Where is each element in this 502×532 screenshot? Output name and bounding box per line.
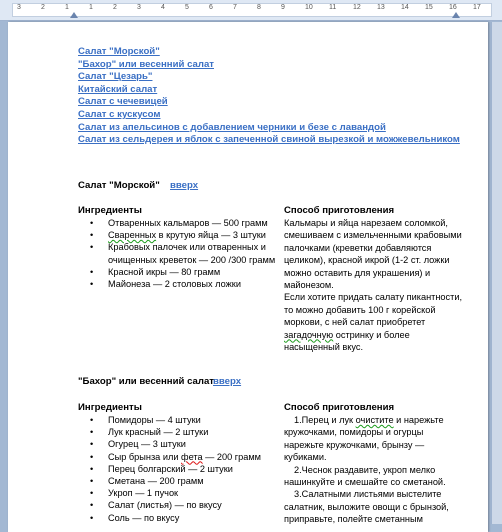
section-title-bahor: "Бахор" или весенний салат — [78, 376, 214, 387]
ruler-number: 8 — [257, 4, 261, 11]
ingredient-item — [82, 499, 282, 511]
ingredient-text: Сыр брынза или — [108, 451, 182, 462]
toc-link[interactable]: Салат "Цезарь" — [78, 71, 153, 83]
method-text-part: и нарежьте кружочками, помидоры и огурцы нарежьте кружочками, брынзу — кубиками. — [284, 415, 444, 463]
ruler-number: 17 — [473, 4, 481, 11]
ingredient-text: Лук красный — 2 штуки — [108, 427, 209, 438]
toc-link[interactable]: Салат из сельдерея и яблок с запеченной свиной вырезкой и можжевельником — [78, 134, 460, 146]
up-link[interactable]: вверх — [213, 376, 242, 387]
ruler-number: 3 — [137, 4, 141, 11]
ingredient-item — [82, 241, 282, 265]
method-steps — [284, 414, 464, 526]
toc-link[interactable]: Салат с кускусом — [78, 108, 161, 120]
ingredient-text: — 200 грамм — [202, 451, 261, 462]
ingredient-text: Огурец — 3 штуки — [108, 439, 186, 450]
toc-link[interactable]: "Бахор" или весенний салат — [78, 58, 214, 70]
ingredient-text: Соль — по вкусу — [108, 512, 180, 523]
method-step: 2.Чеснок раздавите, укроп мелко нашинкуйте и смешайте со сметаной. — [284, 464, 446, 488]
ruler-number: 9 — [281, 4, 285, 11]
ruler-number: 10 — [305, 4, 313, 11]
ingredient-item — [82, 475, 282, 487]
ruler-number: 6 — [209, 4, 213, 11]
ruler-corner — [0, 0, 12, 20]
method-paragraph: Кальмары и яйца нарезаем соломкой, смешиваем с измельченными крабовыми палочками (креветки добавляются целиком), красной икрой (1-2 ст. ложки можно оставить для украшения) и майонезом. — [284, 218, 462, 291]
ingredient-text: в крутую яйца — 3 штуки — [156, 230, 266, 241]
right-indent-marker[interactable] — [452, 12, 460, 18]
ingredient-item — [82, 487, 282, 499]
ingredient-item — [82, 229, 282, 241]
ruler-number: 1 — [65, 4, 69, 11]
ingredient-text: Майонеза — 2 столовых ложки — [108, 279, 241, 290]
vertical-scrollbar[interactable] — [491, 22, 502, 524]
toc-link[interactable]: Китайский салат — [78, 83, 158, 95]
ingredient-item — [82, 463, 282, 475]
ruler-number: 4 — [161, 4, 165, 11]
ingredient-text: Салат (листья) — по вкусу — [108, 500, 222, 511]
ingredient-item — [82, 426, 282, 438]
ruler-scale — [12, 3, 492, 17]
section-title-morskoy: Салат "Морской" — [78, 180, 160, 191]
ingredient-item — [82, 217, 282, 229]
ingredient-item — [82, 414, 282, 426]
method-text-part: 1.Перец и лук — [294, 415, 356, 425]
ingredient-text: Крабовых палочек или отваренных и очищенных креветок — 200 /300 грамм — [108, 242, 276, 265]
method-paragraph — [284, 291, 464, 353]
grammar-flagged-word[interactable]: загадочную — [284, 329, 334, 340]
ruler-number: 13 — [377, 4, 385, 11]
ruler-number: 14 — [401, 4, 409, 11]
ruler-number: 15 — [425, 4, 433, 11]
ingredient-text: Перец болгарский — 2 штуки — [108, 463, 233, 474]
ingredient-item — [82, 451, 282, 463]
method-text — [284, 217, 464, 353]
horizontal-ruler[interactable] — [0, 0, 502, 21]
ingredient-item — [82, 278, 282, 290]
ruler-number: 16 — [449, 4, 457, 11]
ruler-number: 3 — [17, 4, 21, 11]
method-step — [284, 414, 464, 464]
ingredient-text: Помидоры — 4 штуки — [108, 415, 201, 425]
ruler-number: 2 — [113, 4, 117, 11]
ruler-number: 1 — [89, 4, 93, 11]
flagged-word[interactable]: Сваренных — [108, 230, 157, 241]
ruler-number: 12 — [353, 4, 361, 11]
ingredient-text: Красной икры — 80 грамм — [108, 266, 221, 277]
ingredient-text: Отваренных кальмаров — 500 грамм — [108, 218, 268, 228]
method-text-part: Если хотите придать салату пикантности, то можно добавить 100 г корейской моркови, с ней салат приобретет — [284, 292, 463, 328]
ingredients-heading: Ингредиенты — [78, 205, 142, 216]
ruler-number: 2 — [41, 4, 45, 11]
ingredients-list — [82, 217, 282, 290]
toc-link[interactable]: Салат из апельсинов с добавлением черники и безе с лавандой — [78, 121, 386, 133]
table-of-contents — [78, 46, 460, 147]
ruler-number: 7 — [233, 4, 237, 11]
method-heading: Способ приготовления — [284, 205, 395, 216]
grammar-flagged-word[interactable]: очистите — [355, 415, 394, 425]
flagged-word[interactable]: фета — [181, 451, 203, 462]
toc-link[interactable]: Салат с чечевицей — [78, 96, 168, 108]
toc-link[interactable]: Салат "Морской" — [78, 46, 160, 57]
ingredients-heading: Ингредиенты — [78, 402, 142, 413]
ingredient-item — [82, 438, 282, 450]
ingredient-text: Сметана — 200 грамм — [108, 476, 204, 487]
left-indent-marker[interactable] — [70, 12, 78, 18]
ingredient-item — [82, 512, 282, 524]
ingredients-list — [82, 414, 282, 524]
method-step: 3.Салатными листьями выстелите салатник, выложите овощи с брынзой, приправьте, полейте сметанным — [284, 489, 449, 525]
up-link[interactable]: вверх — [170, 180, 199, 191]
method-heading: Способ приготовления — [284, 402, 395, 413]
ingredient-text: Укроп — 1 пучок — [108, 488, 179, 499]
method-text-part: остринку и более насыщенный вкус. — [284, 329, 410, 353]
ruler-number: 11 — [329, 4, 337, 11]
document-page[interactable] — [8, 22, 488, 532]
ruler-number: 5 — [185, 4, 189, 11]
ingredient-item — [82, 266, 282, 278]
